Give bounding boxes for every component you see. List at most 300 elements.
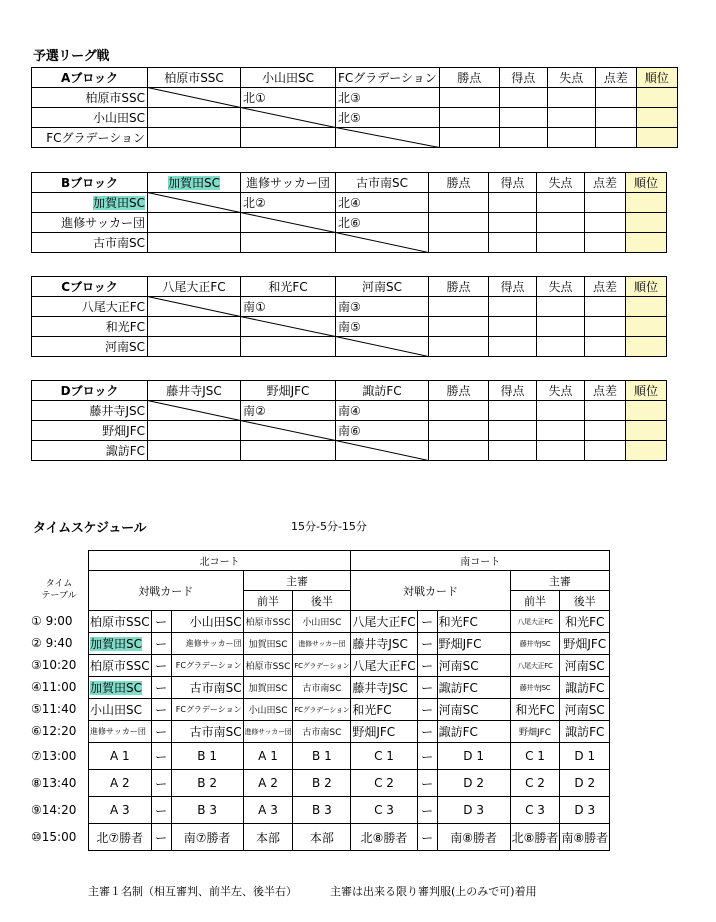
stat-cell bbox=[537, 193, 585, 213]
north-team-a-label: 加賀田SC bbox=[90, 681, 142, 695]
stat-cell bbox=[585, 193, 626, 213]
north-vs: ー bbox=[151, 699, 171, 721]
south-referee-first: C 2 bbox=[510, 770, 560, 797]
schedule-row bbox=[89, 824, 610, 851]
match-cell bbox=[148, 441, 241, 461]
match-cell: 北⑤ bbox=[336, 108, 440, 128]
north-vs: ー bbox=[151, 611, 171, 633]
north-vs: ー bbox=[151, 721, 171, 743]
south-team-b: 河南SC bbox=[437, 699, 510, 721]
north-team-b: 古市南SC bbox=[171, 721, 243, 743]
schedule-table bbox=[88, 550, 610, 851]
timetable-label-2: テーブル bbox=[41, 591, 77, 601]
south-team-b: D 2 bbox=[437, 770, 510, 797]
north-team-b: B 1 bbox=[171, 743, 243, 770]
stat-cell bbox=[429, 213, 489, 233]
north-team-a-label: A 1 bbox=[109, 749, 130, 763]
block-name: Aブロック bbox=[32, 68, 148, 88]
row-team-name bbox=[32, 128, 148, 148]
header-team-name bbox=[148, 68, 241, 88]
north-team-b: FCグラデーション bbox=[171, 699, 243, 721]
header-goals-for: 得点 bbox=[489, 277, 537, 297]
match-cell bbox=[241, 337, 336, 357]
south-vs: ー bbox=[417, 611, 437, 633]
match-cell bbox=[241, 441, 336, 461]
south-referee-first: 八尾大正FC bbox=[510, 611, 560, 633]
match-cell bbox=[148, 421, 241, 441]
north-team-b: B 3 bbox=[171, 797, 243, 824]
stat-cell bbox=[585, 337, 626, 357]
block-name: Bブロック bbox=[32, 173, 148, 193]
south-referee-first: 和光FC bbox=[510, 699, 560, 721]
north-team-a-label: 進修サッカー団 bbox=[90, 727, 146, 736]
north-team-a bbox=[89, 743, 152, 770]
match-cell: 南⑥ bbox=[336, 421, 429, 441]
header-team-label: 河南SC bbox=[362, 279, 402, 294]
north-referee-first: 本部 bbox=[243, 824, 293, 851]
north-referee-second: 古市南SC bbox=[293, 677, 351, 699]
header-team-name bbox=[336, 381, 429, 401]
header-goals-against: 失点 bbox=[537, 277, 585, 297]
match-cell: 南① bbox=[241, 297, 336, 317]
match-cell bbox=[148, 337, 241, 357]
timetable-label: タイム bbox=[45, 579, 73, 589]
stat-cell bbox=[439, 88, 499, 108]
header-points: 勝点 bbox=[429, 381, 489, 401]
schedule-row bbox=[89, 770, 610, 797]
south-vs: ー bbox=[417, 824, 437, 851]
header-team-name bbox=[148, 381, 241, 401]
match-cell: 南④ bbox=[336, 401, 429, 421]
schedule-row bbox=[89, 611, 610, 633]
match-cell bbox=[241, 108, 336, 128]
south-referee-second: 河南SC bbox=[560, 699, 610, 721]
south-team-a: 藤井寺JSC bbox=[351, 677, 417, 699]
north-team-a bbox=[89, 770, 152, 797]
stat-cell bbox=[547, 128, 595, 148]
time-slot: ④11:00 bbox=[31, 680, 77, 694]
north-referee-first: A 1 bbox=[243, 743, 293, 770]
block-table bbox=[31, 380, 667, 461]
north-team-b: B 2 bbox=[171, 770, 243, 797]
south-team-a: 八尾大正FC bbox=[351, 655, 417, 677]
north-team-b: FCグラデーション bbox=[171, 655, 243, 677]
south-second-half-header: 後半 bbox=[560, 591, 610, 611]
header-team-label: 小山田SC bbox=[262, 70, 314, 85]
header-team-label: FCグラデーション bbox=[338, 70, 437, 85]
stat-cell bbox=[429, 421, 489, 441]
stat-cell bbox=[489, 317, 537, 337]
south-team-b: D 1 bbox=[437, 743, 510, 770]
schedule-title: タイムスケジュール bbox=[33, 521, 147, 536]
match-cell bbox=[148, 88, 241, 108]
block-table bbox=[31, 276, 667, 357]
south-referee-second: 野畑JFC bbox=[560, 633, 610, 655]
header-goals-for: 得点 bbox=[489, 381, 537, 401]
row-team-name bbox=[32, 337, 148, 357]
south-referee-first: 八尾大正FC bbox=[510, 655, 560, 677]
stat-cell bbox=[537, 213, 585, 233]
stat-cell bbox=[537, 233, 585, 253]
north-team-a-label: A 2 bbox=[109, 776, 130, 790]
north-referee-first: 柏原市SSC bbox=[243, 655, 293, 677]
match-cell bbox=[241, 128, 336, 148]
north-team-b: 小山田SC bbox=[171, 611, 243, 633]
row-team-name bbox=[32, 213, 148, 233]
stat-cell bbox=[626, 233, 667, 253]
row-team-label: 小山田SC bbox=[93, 110, 145, 125]
header-team-name bbox=[241, 173, 336, 193]
match-cell bbox=[241, 317, 336, 337]
header-rank: 順位 bbox=[626, 277, 667, 297]
north-team-b: 南⑦勝者 bbox=[171, 824, 243, 851]
match-cell: 北② bbox=[241, 193, 336, 213]
south-vs: ー bbox=[417, 721, 437, 743]
stat-cell bbox=[429, 193, 489, 213]
header-team-label: 藤井寺JSC bbox=[166, 383, 222, 398]
south-referee-first: 北⑧勝者 bbox=[510, 824, 560, 851]
header-team-label: 加賀田SC bbox=[168, 175, 220, 190]
south-team-a: C 2 bbox=[351, 770, 417, 797]
stat-cell bbox=[595, 128, 636, 148]
north-team-a bbox=[89, 721, 152, 743]
south-team-b: 和光FC bbox=[437, 611, 510, 633]
row-team-label: 河南SC bbox=[105, 339, 145, 354]
time-slot: ⑦13:00 bbox=[31, 748, 77, 763]
south-referee-second: 和光FC bbox=[560, 611, 610, 633]
row-team-label: 藤井寺JSC bbox=[89, 403, 145, 418]
header-team-name bbox=[241, 277, 336, 297]
stat-cell bbox=[429, 337, 489, 357]
header-goal-diff: 点差 bbox=[585, 381, 626, 401]
match-cell bbox=[148, 401, 241, 421]
footer-referee-note: 主審１名制（相互審判、前半左、後半右） bbox=[88, 885, 297, 898]
stat-cell bbox=[626, 297, 667, 317]
header-team-name bbox=[336, 68, 440, 88]
stat-cell bbox=[585, 441, 626, 461]
north-referee-first: A 2 bbox=[243, 770, 293, 797]
time-slot: ③10:20 bbox=[31, 658, 77, 672]
match-cell bbox=[148, 297, 241, 317]
stat-cell bbox=[595, 108, 636, 128]
north-vs: ー bbox=[151, 770, 171, 797]
schedule-row bbox=[89, 721, 610, 743]
match-cell: 南② bbox=[241, 401, 336, 421]
stat-cell bbox=[626, 421, 667, 441]
south-referee-second: 諏訪FC bbox=[560, 677, 610, 699]
stat-cell bbox=[626, 441, 667, 461]
stat-cell bbox=[626, 401, 667, 421]
row-team-label: 加賀田SC bbox=[93, 195, 145, 210]
north-referee-second: B 3 bbox=[293, 797, 351, 824]
time-slot: ① 9:00 bbox=[31, 614, 73, 628]
schedule-format: 15分-5分-15分 bbox=[291, 520, 367, 533]
south-vs: ー bbox=[417, 655, 437, 677]
match-cell: 北④ bbox=[336, 193, 429, 213]
stat-cell bbox=[499, 88, 547, 108]
south-vs: ー bbox=[417, 699, 437, 721]
north-team-a bbox=[89, 677, 152, 699]
header-goals-for: 得点 bbox=[499, 68, 547, 88]
south-first-half-header: 前半 bbox=[510, 591, 560, 611]
stat-cell bbox=[636, 88, 677, 108]
north-team-a bbox=[89, 797, 152, 824]
stat-cell bbox=[626, 193, 667, 213]
north-referee-first: 加賀田SC bbox=[243, 633, 293, 655]
header-team-name bbox=[148, 173, 241, 193]
south-team-b: 野畑JFC bbox=[437, 633, 510, 655]
south-team-b: 諏訪FC bbox=[437, 721, 510, 743]
row-team-name bbox=[32, 441, 148, 461]
time-slot: ⑤11:40 bbox=[31, 702, 77, 716]
north-team-a bbox=[89, 633, 152, 655]
schedule-row bbox=[89, 743, 610, 770]
stat-cell bbox=[439, 128, 499, 148]
stat-cell bbox=[537, 297, 585, 317]
stat-cell bbox=[585, 421, 626, 441]
match-cell: 北① bbox=[241, 88, 336, 108]
south-vs: ー bbox=[417, 677, 437, 699]
schedule-row bbox=[89, 797, 610, 824]
north-vs: ー bbox=[151, 633, 171, 655]
header-rank: 順位 bbox=[626, 381, 667, 401]
match-cell: 南⑤ bbox=[336, 317, 429, 337]
south-team-a: 八尾大正FC bbox=[351, 611, 417, 633]
stat-cell bbox=[585, 401, 626, 421]
header-team-name bbox=[336, 277, 429, 297]
row-team-name bbox=[32, 88, 148, 108]
stat-cell bbox=[489, 337, 537, 357]
header-team-name bbox=[241, 381, 336, 401]
match-cell bbox=[148, 108, 241, 128]
match-cell: 北⑥ bbox=[336, 213, 429, 233]
stat-cell bbox=[547, 88, 595, 108]
north-team-a-label: 柏原市SSC bbox=[90, 659, 150, 673]
match-cell bbox=[148, 317, 241, 337]
match-cell bbox=[241, 233, 336, 253]
block-name: Cブロック bbox=[32, 277, 148, 297]
south-team-b: 諏訪FC bbox=[437, 677, 510, 699]
stat-cell bbox=[626, 213, 667, 233]
header-points: 勝点 bbox=[429, 173, 489, 193]
match-cell bbox=[336, 337, 429, 357]
row-team-label: 八尾大正FC bbox=[81, 299, 145, 314]
row-team-label: 野畑JFC bbox=[102, 423, 145, 438]
south-match-card-header: 対戦カード bbox=[351, 571, 510, 611]
header-team-label: 和光FC bbox=[268, 279, 308, 294]
south-referee-header: 主審 bbox=[510, 571, 610, 591]
south-team-a: C 1 bbox=[351, 743, 417, 770]
north-team-a bbox=[89, 699, 152, 721]
stat-cell bbox=[626, 317, 667, 337]
row-team-name bbox=[32, 317, 148, 337]
schedule-row bbox=[89, 677, 610, 699]
stat-cell bbox=[429, 441, 489, 461]
north-team-a-label: 小山田SC bbox=[90, 703, 142, 717]
row-team-name bbox=[32, 401, 148, 421]
time-slot: ⑧13:40 bbox=[31, 775, 77, 790]
north-team-a bbox=[89, 655, 152, 677]
stat-cell bbox=[537, 337, 585, 357]
header-rank: 順位 bbox=[636, 68, 677, 88]
south-vs: ー bbox=[417, 633, 437, 655]
stat-cell bbox=[489, 193, 537, 213]
header-team-name bbox=[241, 68, 336, 88]
match-cell bbox=[336, 128, 440, 148]
stat-cell bbox=[499, 128, 547, 148]
time-slot: ⑨14:20 bbox=[31, 802, 77, 817]
header-goals-against: 失点 bbox=[537, 173, 585, 193]
north-referee-second: FCグラデーション bbox=[293, 699, 351, 721]
header-team-label: 柏原市SSC bbox=[164, 70, 224, 85]
north-referee-first: 進修サッカー団 bbox=[243, 721, 293, 743]
north-referee-second: 古市南SC bbox=[293, 721, 351, 743]
stat-cell bbox=[547, 108, 595, 128]
stat-cell bbox=[636, 108, 677, 128]
south-vs: ー bbox=[417, 770, 437, 797]
stat-cell bbox=[489, 213, 537, 233]
stat-cell bbox=[489, 441, 537, 461]
north-referee-second: 本部 bbox=[293, 824, 351, 851]
stat-cell bbox=[585, 297, 626, 317]
north-referee-second: B 1 bbox=[293, 743, 351, 770]
row-team-name bbox=[32, 297, 148, 317]
north-team-a-label: 北⑦勝者 bbox=[96, 830, 144, 845]
stat-cell bbox=[489, 297, 537, 317]
south-referee-second: D 1 bbox=[560, 743, 610, 770]
north-court-header: 北コート bbox=[89, 551, 351, 571]
stat-cell bbox=[585, 317, 626, 337]
south-vs: ー bbox=[417, 797, 437, 824]
stat-cell bbox=[429, 297, 489, 317]
south-referee-second: 諏訪FC bbox=[560, 721, 610, 743]
match-cell bbox=[336, 441, 429, 461]
south-referee-second: 河南SC bbox=[560, 655, 610, 677]
south-team-a: C 3 bbox=[351, 797, 417, 824]
north-team-a bbox=[89, 611, 152, 633]
block-name: Dブロック bbox=[32, 381, 148, 401]
header-team-label: 進修サッカー団 bbox=[246, 175, 330, 190]
north-vs: ー bbox=[151, 797, 171, 824]
south-referee-second: D 2 bbox=[560, 770, 610, 797]
stat-cell bbox=[429, 401, 489, 421]
row-team-label: 進修サッカー団 bbox=[61, 215, 145, 230]
south-team-b: 南⑧勝者 bbox=[437, 824, 510, 851]
row-team-label: 和光FC bbox=[105, 319, 145, 334]
north-referee-second: 小山田SC bbox=[293, 611, 351, 633]
header-points: 勝点 bbox=[429, 277, 489, 297]
match-cell bbox=[148, 213, 241, 233]
header-team-label: 野畑JFC bbox=[266, 383, 310, 398]
north-referee-first: A 3 bbox=[243, 797, 293, 824]
north-vs: ー bbox=[151, 677, 171, 699]
stat-cell bbox=[489, 233, 537, 253]
match-cell bbox=[148, 128, 241, 148]
header-rank: 順位 bbox=[626, 173, 667, 193]
row-team-name bbox=[32, 421, 148, 441]
match-cell bbox=[241, 213, 336, 233]
north-first-half-header: 前半 bbox=[243, 591, 293, 611]
schedule-row bbox=[89, 633, 610, 655]
match-cell bbox=[148, 193, 241, 213]
north-team-a-label: A 3 bbox=[109, 803, 130, 817]
block-table bbox=[31, 172, 667, 253]
header-team-name bbox=[148, 277, 241, 297]
league-title: 予選リーグ戦 bbox=[33, 49, 110, 64]
north-referee-first: 柏原市SSC bbox=[243, 611, 293, 633]
row-team-label: 諏訪FC bbox=[105, 443, 145, 458]
time-slot: ② 9:40 bbox=[31, 636, 73, 650]
north-team-a-label: 柏原市SSC bbox=[90, 615, 150, 629]
north-referee-second: B 2 bbox=[293, 770, 351, 797]
south-referee-first: C 1 bbox=[510, 743, 560, 770]
stat-cell bbox=[537, 401, 585, 421]
stat-cell bbox=[429, 317, 489, 337]
header-goals-against: 失点 bbox=[537, 381, 585, 401]
stat-cell bbox=[626, 337, 667, 357]
south-team-a: 藤井寺JSC bbox=[351, 633, 417, 655]
south-referee-first: 藤井寺JSC bbox=[510, 677, 560, 699]
row-team-name bbox=[32, 193, 148, 213]
row-team-label: FCグラデーション bbox=[46, 130, 145, 145]
north-team-b: 進修サッカー団 bbox=[171, 633, 243, 655]
north-team-b: 古市南SC bbox=[171, 677, 243, 699]
stat-cell bbox=[585, 233, 626, 253]
stat-cell bbox=[537, 317, 585, 337]
match-cell bbox=[148, 233, 241, 253]
header-goal-diff: 点差 bbox=[585, 173, 626, 193]
north-referee-first: 加賀田SC bbox=[243, 677, 293, 699]
header-goals-against: 失点 bbox=[547, 68, 595, 88]
header-team-label: 八尾大正FC bbox=[162, 279, 226, 294]
stat-cell bbox=[595, 88, 636, 108]
header-team-label: 古市南SC bbox=[356, 175, 408, 190]
south-team-b: D 3 bbox=[437, 797, 510, 824]
stat-cell bbox=[636, 128, 677, 148]
south-referee-second: D 3 bbox=[560, 797, 610, 824]
north-vs: ー bbox=[151, 743, 171, 770]
south-team-a: 野畑JFC bbox=[351, 721, 417, 743]
header-points: 勝点 bbox=[439, 68, 499, 88]
north-referee-header: 主審 bbox=[243, 571, 351, 591]
schedule-row bbox=[89, 699, 610, 721]
row-team-label: 柏原市SSC bbox=[85, 90, 145, 105]
north-referee-second: FCグラデーション bbox=[293, 655, 351, 677]
north-vs: ー bbox=[151, 655, 171, 677]
header-team-name bbox=[336, 173, 429, 193]
south-referee-first: 藤井寺JSC bbox=[510, 633, 560, 655]
header-goal-diff: 点差 bbox=[585, 277, 626, 297]
time-slot: ⑥12:20 bbox=[31, 724, 77, 738]
stat-cell bbox=[537, 441, 585, 461]
stat-cell bbox=[439, 108, 499, 128]
south-referee-first: 野畑JFC bbox=[510, 721, 560, 743]
row-team-label: 古市南SC bbox=[93, 235, 145, 250]
north-second-half-header: 後半 bbox=[293, 591, 351, 611]
north-match-card-header: 対戦カード bbox=[89, 571, 244, 611]
south-team-b: 河南SC bbox=[437, 655, 510, 677]
header-goal-diff: 点差 bbox=[595, 68, 636, 88]
row-team-name bbox=[32, 233, 148, 253]
row-team-name bbox=[32, 108, 148, 128]
block-table bbox=[31, 67, 678, 148]
match-cell: 南③ bbox=[336, 297, 429, 317]
south-vs: ー bbox=[417, 743, 437, 770]
stat-cell bbox=[489, 401, 537, 421]
north-team-a-label: 加賀田SC bbox=[90, 637, 142, 651]
match-cell bbox=[336, 233, 429, 253]
header-team-label: 諏訪FC bbox=[362, 383, 402, 398]
